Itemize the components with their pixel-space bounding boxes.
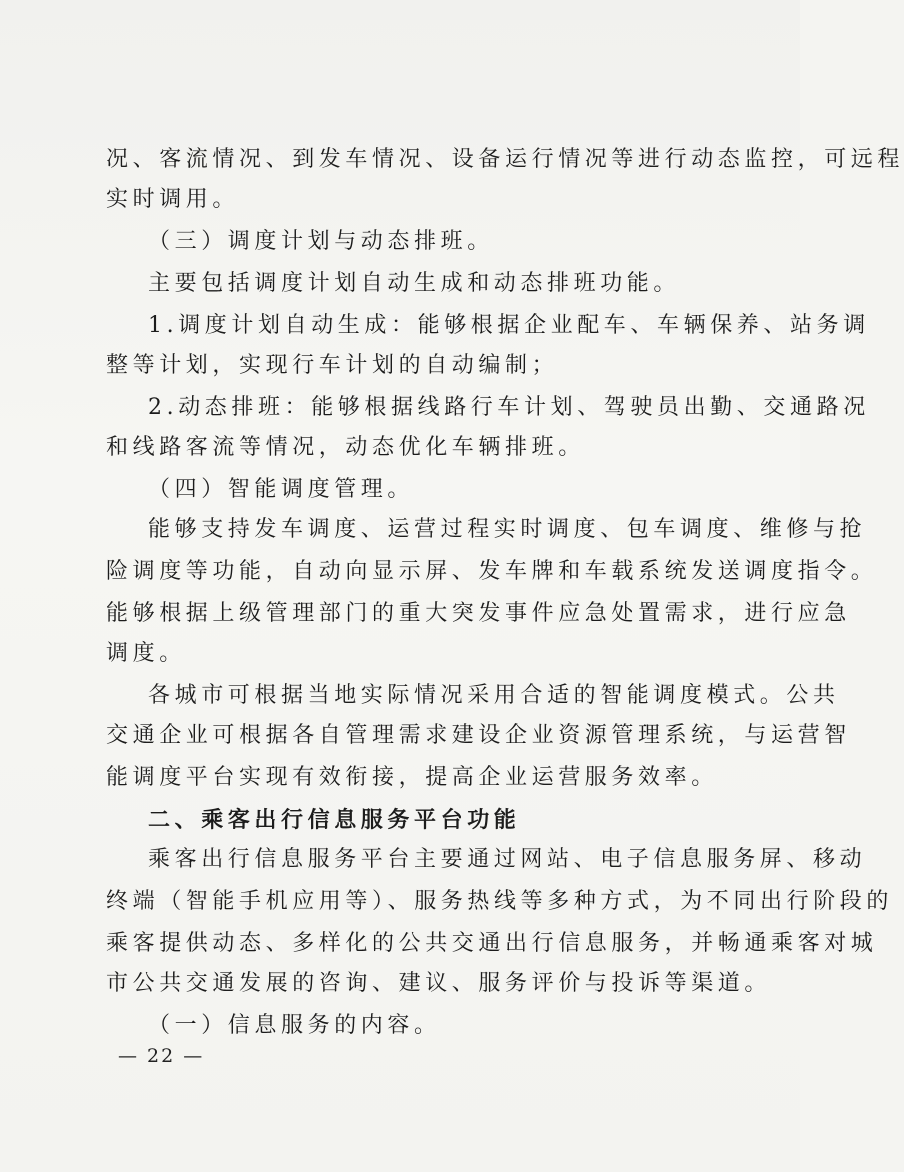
body-text-line: 能调度平台实现有效衔接，提高企业运营服务效率。 [106,765,718,790]
chapter-heading: 二、乘客出行信息服务平台功能 [148,807,521,833]
section-heading: （一）信息服务的内容。 [148,1013,441,1038]
body-text-line: 整等计划，实现行车计划的自动编制； [106,353,559,378]
body-text-line: 主要包括调度计划自动生成和动态排班功能。 [148,271,681,296]
body-text-line: 能够根据上级管理部门的重大突发事件应急处置需求，进行应急 [106,601,851,626]
body-text-line: 和线路客流等情况，动态优化车辆排班。 [106,435,585,460]
body-text-line: 乘客出行信息服务平台主要通过网站、电子信息服务屏、移动 [148,847,867,872]
body-text-line: 各城市可根据当地实际情况采用合适的智能调度模式。公共 [148,683,840,708]
body-text-line: 况、客流情况、到发车情况、设备运行情况等进行动态监控，可远程 [106,147,904,172]
body-text-line: 乘客提供动态、多样化的公共交通出行信息服务，并畅通乘客对城 [106,931,878,956]
page-number: — 22 — [118,1045,205,1067]
section-heading: （四）智能调度管理。 [148,477,415,502]
body-text-line: 1.调度计划自动生成：能够根据企业配车、车辆保养、站务调 [148,313,870,338]
body-text-line: 交通企业可根据各自管理需求建设企业资源管理系统，与运营智 [106,723,851,748]
body-text-line: 实时调用。 [106,187,240,212]
body-text-line: 调度。 [106,641,186,666]
body-text-line: 终端（智能手机应用等）、服务热线等多种方式，为不同出行阶段的 [106,889,894,914]
body-text-line: 险调度等功能，自动向显示屏、发车牌和车载系统发送调度指令。 [106,559,878,584]
section-heading: （三）调度计划与动态排班。 [148,229,494,254]
body-text-line: 2.动态排班：能够根据线路行车计划、驾驶员出勤、交通路况 [148,395,870,420]
body-text-line: 市公共交通发展的咨询、建议、服务评价与投诉等渠道。 [106,971,772,996]
body-text-line: 能够支持发车调度、运营过程实时调度、包车调度、维修与抢 [148,517,867,542]
